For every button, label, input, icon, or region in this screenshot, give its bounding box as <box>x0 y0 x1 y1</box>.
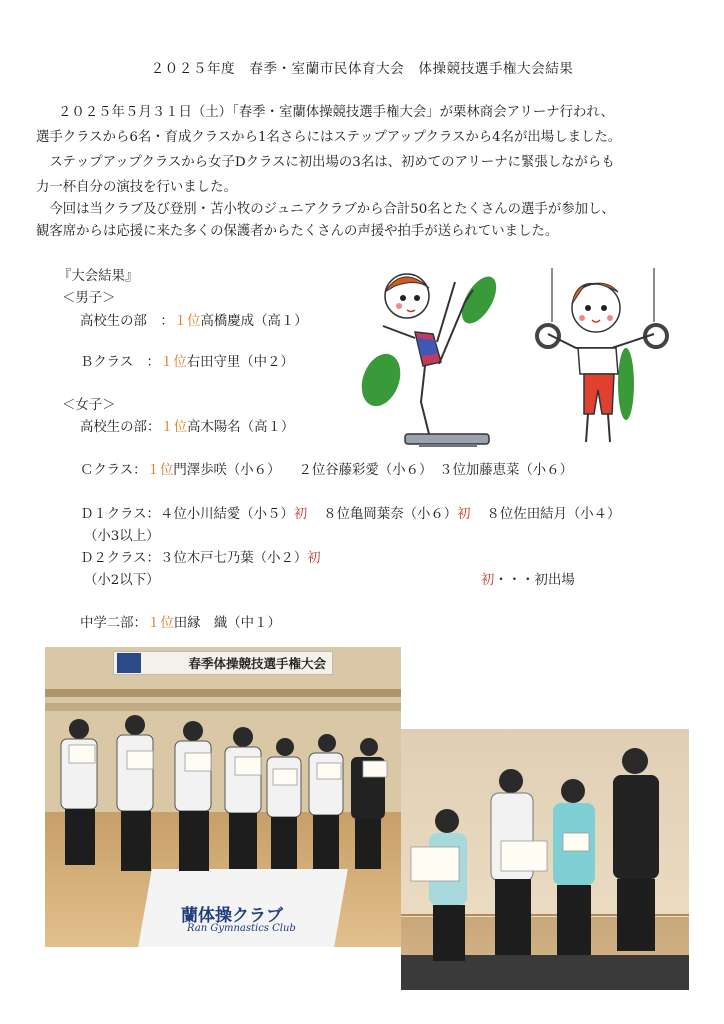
athlete-name: 田縁 織（中１） <box>173 616 281 631</box>
d1-note: （小3以上） <box>84 529 160 544</box>
athletes-four <box>401 729 689 990</box>
event-banner: 春季体操競技選手権大会 <box>113 651 333 675</box>
first-appearance-mark: 初 <box>481 573 495 588</box>
club-name-jp: 蘭体操クラブ <box>181 906 283 926</box>
rank-label: １位 <box>146 616 174 631</box>
result-class-d2 <box>80 550 321 568</box>
results-heading: 『大会結果』 <box>58 269 139 284</box>
athlete-name: 高木陽名（高１） <box>187 420 295 435</box>
gymnast-girl-illustration <box>355 262 500 450</box>
first-appearance-mark: 初 <box>457 507 471 522</box>
result-label: 高校生の部 ： <box>80 314 174 329</box>
result-class-c <box>80 462 573 480</box>
intro-line-3: ステップアップクラスから女子Dクラスに初出場の3名は、初めてのアリーナに緊張しながらも <box>36 155 615 170</box>
result-rest: ２位谷藤彩愛（小６） ３位加藤恵菜（小６） <box>298 463 573 478</box>
result-label: Ｄ２クラス： <box>80 551 160 566</box>
rank-label: １位 <box>146 463 174 478</box>
girls-heading: ＜女子＞ <box>62 398 116 413</box>
athlete-name: 高橋慶成（高１） <box>200 314 308 329</box>
d2-note: （小2以下） <box>84 573 160 588</box>
result-boys-hs <box>80 313 308 331</box>
result-middle-school <box>80 615 281 633</box>
athlete-name: 右田守里（中２） <box>186 355 294 370</box>
result-class-d1 <box>80 506 620 524</box>
result-label: Ｄ１クラス： <box>80 507 160 522</box>
legend-text: ・・・初出場 <box>494 573 575 588</box>
intro-line-4: 力一杯自分の演技を行いました。 <box>36 180 237 195</box>
athlete-entry: ８位亀岡葉奈（小６） <box>323 507 458 522</box>
intro-line-5: 今回は当クラブ及び登別・苫小牧のジュニアクラブから合計50名とたくさんの選手が参加し、 <box>36 202 615 217</box>
rank-label: １位 <box>173 314 201 329</box>
boys-heading: ＜男子＞ <box>62 291 116 306</box>
result-label: 高校生の部： <box>80 420 161 435</box>
page-title: ２０２５年度 春季・室蘭市民体育大会 体操競技選手権大会結果 <box>150 61 574 77</box>
athletes-group <box>45 647 401 947</box>
four-athletes-photo <box>401 729 689 990</box>
athlete-name: 門澤歩咲（小６） <box>173 463 281 478</box>
first-appearance-mark: 初 <box>293 507 308 522</box>
athlete-entry: ３位木戸七乃葉（小２） <box>159 551 308 566</box>
intro-line-1: ２０２５年５月３１日（土）「春季・室蘭体操競技選手権大会」が栗林商会アリーナ行われ、 <box>58 105 614 120</box>
first-appearance-mark: 初 <box>307 551 321 566</box>
group-photo <box>45 647 401 947</box>
intro-line-2: 選手クラスから6名・育成クラスから1名さらにはステップアップクラスから4名が出場しました。 <box>36 130 622 145</box>
athlete-entry: ４位小川結愛（小５） <box>159 507 294 522</box>
result-label: Ｂクラス ： <box>80 355 160 370</box>
athlete-entry: ８位佐田結月（小４） <box>486 507 621 522</box>
rank-label: １位 <box>160 420 188 435</box>
result-label: Ｃクラス： <box>80 463 147 478</box>
intro-line-6: 観客席からは応援に来た多くの保護者からたくさんの声援や拍手が送られていました。 <box>36 224 559 239</box>
gymnast-boy-illustration <box>522 264 672 450</box>
club-name-en: Ran Gymnastics Club <box>187 923 296 934</box>
result-girls-hs <box>80 419 294 437</box>
rank-label: １位 <box>159 355 187 370</box>
legend <box>481 572 575 590</box>
result-boys-b <box>80 354 294 372</box>
result-label: 中学二部： <box>80 616 147 631</box>
